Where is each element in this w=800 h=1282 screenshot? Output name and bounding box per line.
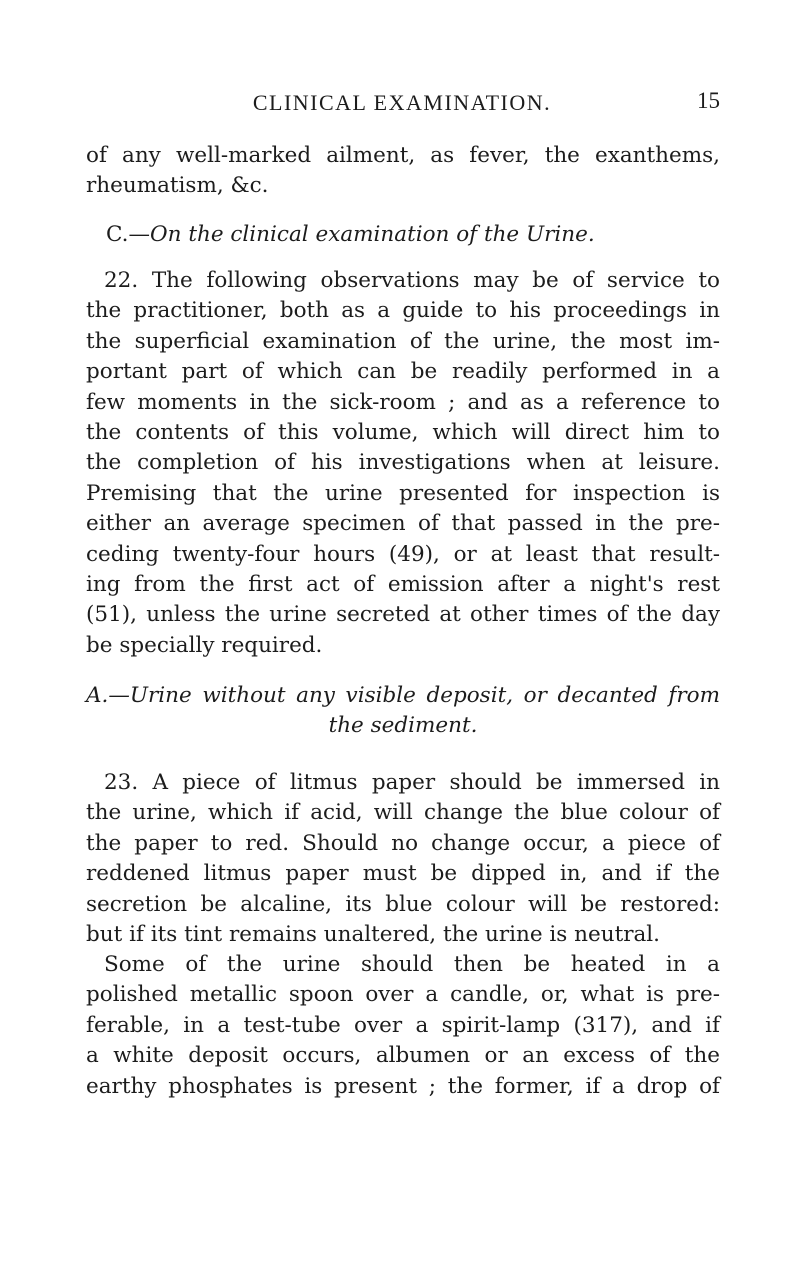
text-line: be specially required. <box>86 632 323 658</box>
text-line: Some of the urine should then be heated in a <box>104 952 720 977</box>
paragraph-22 <box>86 266 720 661</box>
text-line: ing from the first act of emission after a night's rest <box>86 572 720 598</box>
text-line: the paper to red. Should no change occur, a piece of <box>86 830 720 856</box>
text-line: portant part of which can be readily performed in a <box>86 359 720 385</box>
text-line: the completion of his investigations when at leisure. <box>86 450 720 476</box>
text-line: either an average specimen of that passed in the pre- <box>86 511 720 537</box>
text-line: 22. The following observations may be of service to <box>104 268 720 293</box>
text-line: reddened litmus paper must be dipped in, and if the <box>86 861 720 887</box>
opening-paragraph <box>86 141 720 202</box>
text-line: ferable, in a test-tube over a spirit-lamp (317), and if <box>86 1012 720 1038</box>
text-line: polished metallic spoon over a candle, or, what is pre- <box>86 982 720 1008</box>
text-line: the superficial examination of the urine, the most im- <box>86 328 720 354</box>
text-line: the contents of this volume, which will direct him to <box>86 420 720 446</box>
section-heading-c <box>106 220 720 250</box>
text-line: 23. A piece of litmus paper should be immersed in <box>104 770 720 795</box>
text-line: earthy phosphates is present ; the former, if a drop of <box>86 1073 720 1099</box>
paragraph-23 <box>86 768 720 950</box>
paragraph-next <box>86 950 720 1102</box>
text-line: Premising that the urine presented for inspection is <box>86 480 720 506</box>
section-heading-a <box>86 681 720 742</box>
section-prefix: C.— <box>106 222 151 247</box>
text-line: secretion be alcaline, its blue colour will be restored: <box>86 891 720 917</box>
text-line: of any well-marked ailment, as fever, the exanthems, <box>86 143 720 168</box>
text-line: but if its tint remains unaltered, the urine is neutral. <box>86 922 661 948</box>
running-head: CLINICAL EXAMINATION. <box>252 90 552 115</box>
page-header <box>84 86 720 122</box>
text-line: few moments in the sick-room ; and as a reference to <box>86 389 720 415</box>
text-line: (51), unless the urine secreted at other times of the day <box>86 602 720 628</box>
text-line: ceding twenty-four hours (49), or at least that result- <box>86 541 720 567</box>
text-line: the urine, which if acid, will change the blue colour of <box>86 800 720 826</box>
text-line: the practitioner, both as a guide to his proceedings in <box>86 298 720 324</box>
section-title: On the clinical examination of the Urine. <box>150 222 595 247</box>
text-line: rheumatism, &c. <box>86 173 269 199</box>
section-line: the sediment. <box>328 713 478 739</box>
text-line: a white deposit occurs, albumen or an excess of the <box>86 1043 720 1069</box>
page-number: 15 <box>697 88 720 113</box>
section-line: A.—Urine without any visible deposit, or decanted from <box>86 683 720 708</box>
